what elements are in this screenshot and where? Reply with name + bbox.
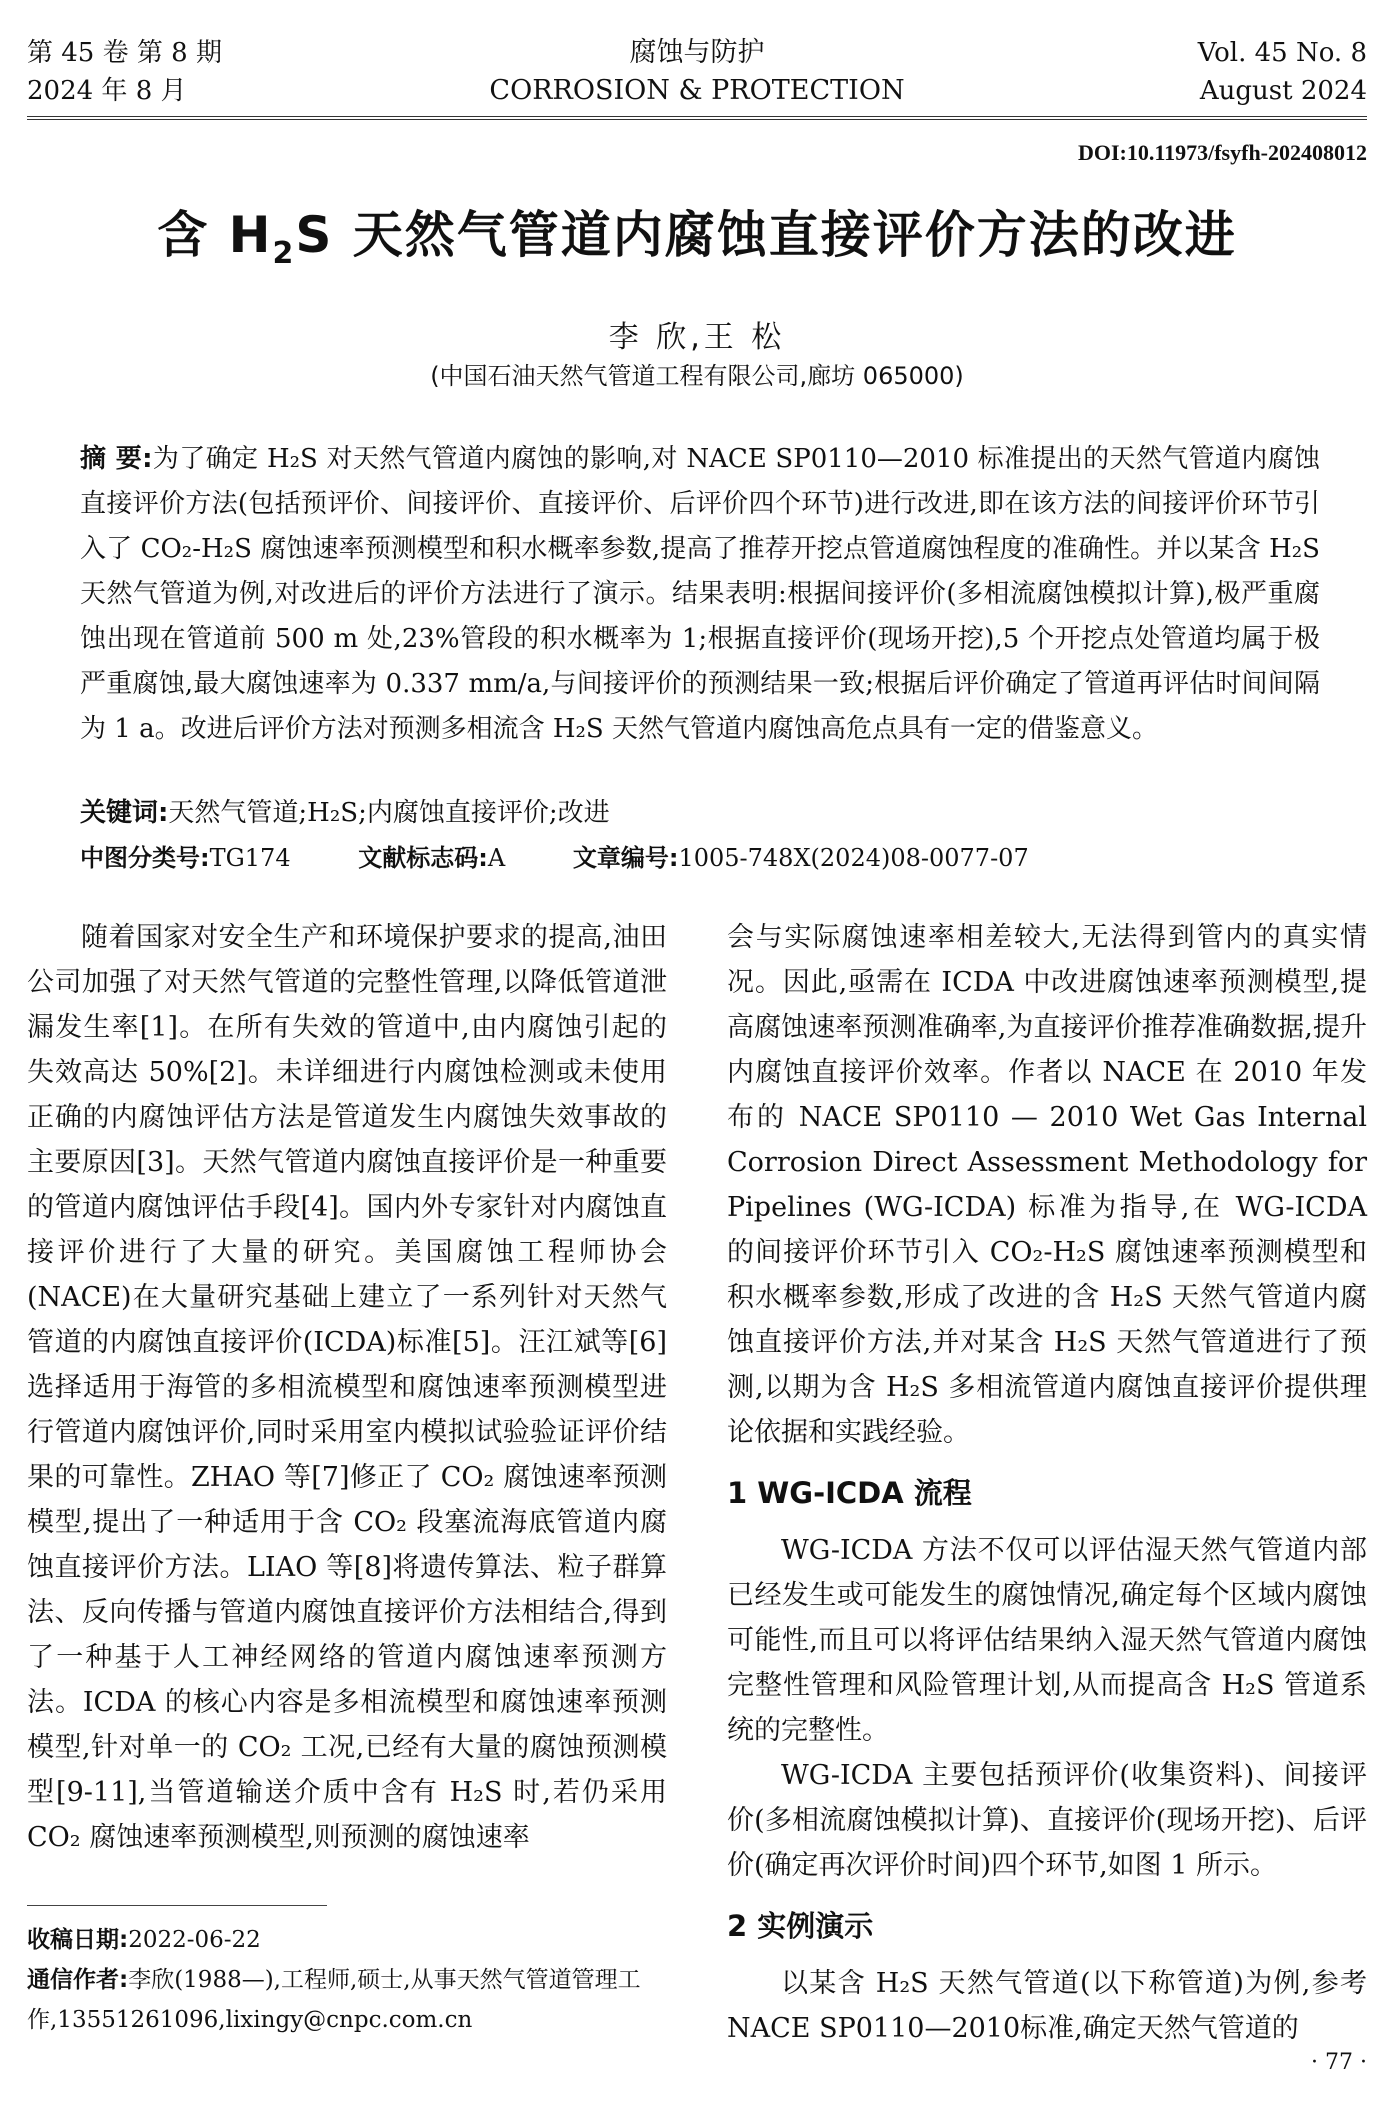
- author-label: 通信作者:: [27, 1967, 129, 1993]
- received-label: 收稿日期:: [27, 1927, 129, 1953]
- journal-name: [27, 34, 1367, 110]
- volume-issue-en: Vol. 45 No. 8: [1197, 38, 1367, 68]
- affiliation: (中国石油天然气管道工程有限公司,廊坊 065000): [430, 362, 964, 390]
- article-number-label: 文章编号:: [572, 844, 679, 872]
- title-subscript: 2: [272, 236, 296, 271]
- section-heading-2: 2 实例演示: [727, 1909, 874, 1943]
- authors: 李 欣,王 松: [608, 320, 786, 355]
- section-heading-1: 1 WG-ICDA 流程: [727, 1476, 972, 1510]
- journal-name-en: CORROSION & PROTECTION: [489, 75, 905, 106]
- intro-paragraph: 随着国家对安全生产和环境保护要求的提高,油田公司加强了对天然气管道的完整性管理,以降低管道泄漏发生率[1]。在所有失效的管道中,由内腐蚀引起的失效高达 50%[2]。未详细进行内腐蚀检测或未使用正确的内腐蚀评估方法是管道发生内腐蚀失效事故的主要原因[3]。天然气管道内腐蚀直接评价是一种重要的管道内腐蚀评估手段[4]。国内外专家针对内腐蚀直接评价进行了大量的研究。美国腐蚀工程师协会(NACE)在大量研究基础上建立了一系列针对天然气管道的内腐蚀直接评价(ICDA)标准[5]。汪江斌等[6]选择适用于海管的多相流模型和腐蚀速率预测模型进行管道内腐蚀评价,同时采用室内模拟试验验证评价结果的可靠性。ZHAO 等[7]修正了 CO₂ 腐蚀速率预测模型,提出了一种适用于含 CO₂ 段塞流海底管道内腐蚀直接评价方法。LIAO 等[8]将遗传算法、粒子群算法、反向传播与管道内腐蚀直接评价方法相结合,得到了一种基于人工神经网络的管道内腐蚀速率预测方法。ICDA 的核心内容是多相流模型和腐蚀速率预测模型,针对单一的 CO₂ 工况,已经有大量的腐蚀预测模型[9-11],当管道输送介质中含有 H₂S 时,若仍采用 CO₂ 腐蚀速率预测模型,则预测的腐蚀速率: [27, 922, 667, 1853]
- publication-date: 2024 年 8 月: [27, 76, 187, 106]
- abstract-label: 摘 要:: [80, 444, 153, 474]
- clc-label: 中图分类号:: [80, 844, 210, 872]
- keywords-text: 天然气管道;H₂S;内腐蚀直接评价;改进: [168, 798, 610, 828]
- clc-value: TG174: [209, 844, 291, 872]
- footnote: [27, 1920, 687, 2040]
- left-column: [27, 915, 667, 1860]
- publication-date-en: August 2024: [1199, 76, 1367, 106]
- doi[interactable]: DOI:10.11973/fsyfh-202408012: [1077, 140, 1367, 165]
- section-2-paragraph-1: 以某含 H₂S 天然气管道(以下称管道)为例,参考 NACE SP0110—2010标准,确定天然气管道的: [727, 1968, 1367, 2044]
- document-code-label: 文献标志码:: [358, 844, 488, 872]
- received-date: [27, 1920, 687, 1960]
- article-number: [573, 840, 1029, 876]
- received-value: 2022-06-22: [128, 1927, 261, 1953]
- keywords: [80, 793, 1320, 833]
- title-part-1: 含 H: [157, 206, 273, 264]
- running-header: [27, 34, 1367, 116]
- paper-title: [0, 195, 1394, 271]
- section-1-paragraph-1: WG-ICDA 方法不仅可以评估湿天然气管道内部已经发生或可能发生的腐蚀情况,确定每个区域内腐蚀可能性,而且可以将评估结果纳入湿天然气管道内腐蚀完整性管理和风险管理计划,从而提高含 H₂S 管道系统的完整性。: [727, 1535, 1367, 1746]
- abstract-text: 为了确定 H₂S 对天然气管道内腐蚀的影响,对 NACE SP0110—2010 标准提出的天然气管道内腐蚀直接评价方法(包括预评价、间接评价、直接评价、后评价四个环节)进行改进,即在该方法的间接评价环节引入了 CO₂-H₂S 腐蚀速率预测模型和积水概率参数,提高了推荐开挖点管道腐蚀程度的准确性。并以某含 H₂S 天然气管道为例,对改进后的评价方法进行了演示。结果表明:根据间接评价(多相流腐蚀模拟计算),极严重腐蚀出现在管道前 500 m 处,23%管段的积水概率为 1;根据直接评价(现场开挖),5 个开挖点处管道均属于极严重腐蚀,最大腐蚀速率为 0.337 mm/a,与间接评价的预测结果一致;根据后评价确定了管道再评估时间间隔为 1 a。改进后评价方法对预测多相流含 H₂S 天然气管道内腐蚀高危点具有一定的借鉴意义。: [80, 444, 1320, 744]
- page-number: · 77 ·: [1311, 2050, 1367, 2075]
- abstract: [80, 437, 1320, 752]
- intro-paragraph-continued: 会与实际腐蚀速率相差较大,无法得到管内的真实情况。因此,亟需在 ICDA 中改进腐蚀速率预测模型,提高腐蚀速率预测准确率,为直接评价推荐准确数据,提升内腐蚀直接评价效率。作者以 NACE 在 2010 年发布的 NACE SP0110 — 2010 Wet Gas Internal Corrosion Direct Assessment Methodology for Pipelines (WG-ICDA) 标准为指导,在 WG-ICDA 的间接评价环节引入 CO₂-H₂S 腐蚀速率预测模型和积水概率参数,形成了改进的含 H₂S 天然气管道内腐蚀直接评价方法,并对某含 H₂S 天然气管道进行了预测,以期为含 H₂S 多相流管道内腐蚀直接评价提供理论依据和实践经验。: [727, 922, 1367, 1448]
- title-part-2: S 天然气管道内腐蚀直接评价方法的改进: [295, 206, 1237, 264]
- volume-issue: 第 45 卷 第 8 期: [27, 38, 222, 68]
- right-column: [727, 915, 1367, 2051]
- classification-line: [80, 840, 1320, 876]
- journal-volume-info-en: [1198, 34, 1367, 110]
- document-code: [358, 840, 505, 876]
- journal-name-cn: 腐蚀与防护: [629, 37, 765, 68]
- footnote-rule: [27, 1905, 327, 1906]
- section-1-paragraph-2: WG-ICDA 主要包括预评价(收集资料)、间接评价(多相流腐蚀模拟计算)、直接评价(现场开挖)、后评价(确定再次评价时间)四个环节,如图 1 所示。: [727, 1760, 1367, 1881]
- author-value: 李欣(1988—),工程师,硕士,从事天然气管道管理工作,13551261096,lixingy@cnpc.com.cn: [27, 1967, 641, 2033]
- header-rule: [27, 116, 1367, 120]
- corresponding-author: [27, 1960, 687, 2040]
- document-code-value: A: [487, 844, 506, 872]
- keywords-label: 关键词:: [80, 798, 169, 828]
- clc-number: [80, 840, 291, 876]
- article-number-value: 1005-748X(2024)08-0077-07: [678, 844, 1029, 872]
